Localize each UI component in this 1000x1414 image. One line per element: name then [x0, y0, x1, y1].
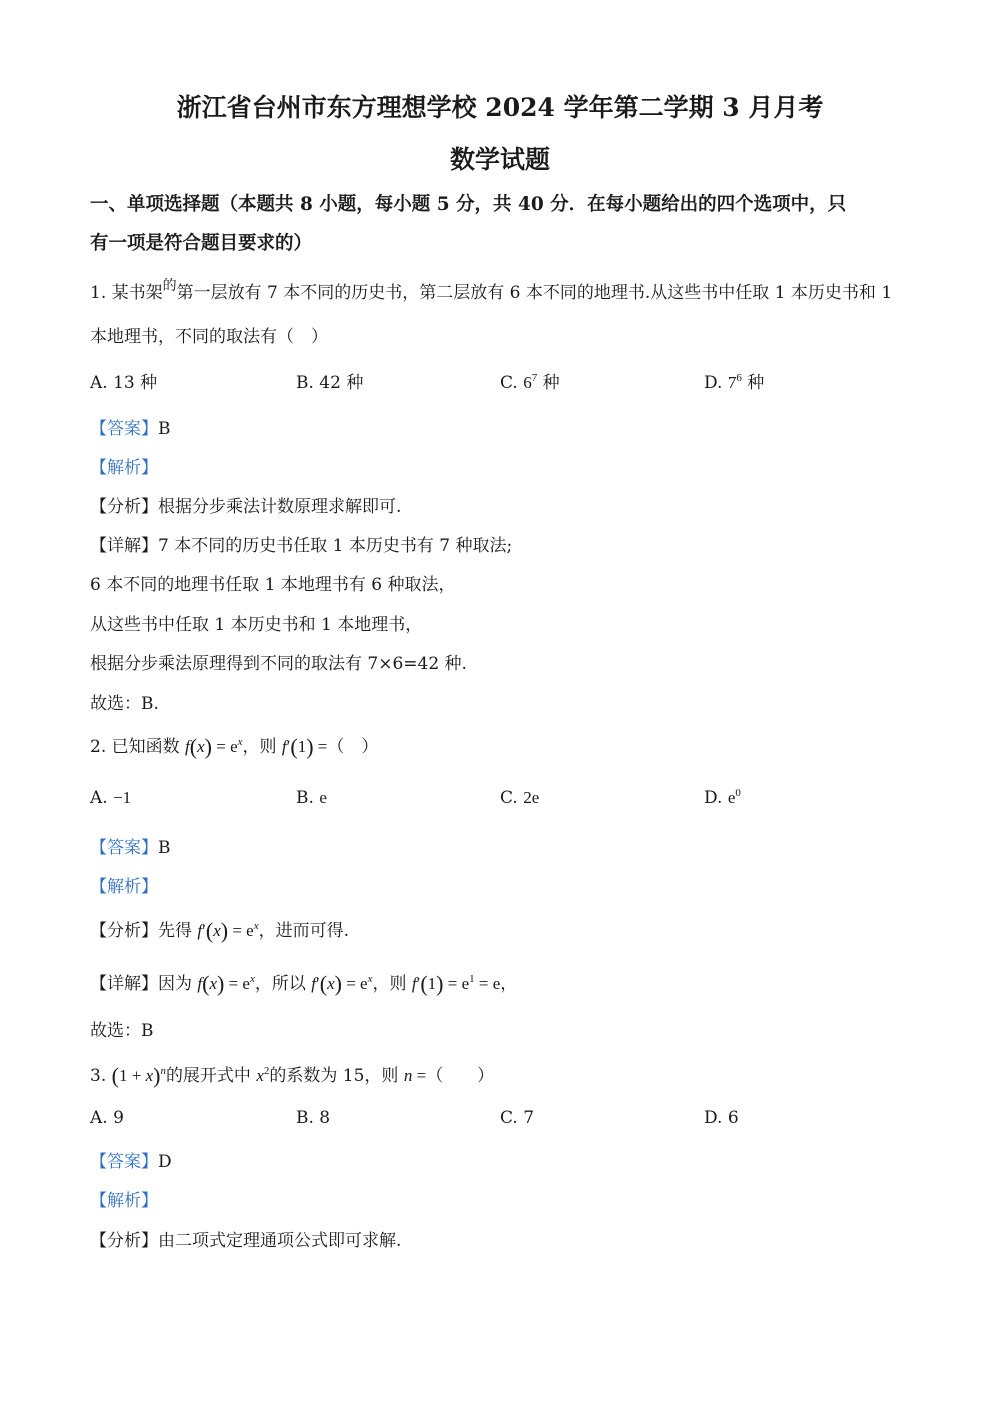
q2-option-c	[500, 788, 539, 808]
q3-answer-value: D	[158, 1152, 172, 1172]
answer-label: 【答案】	[90, 838, 158, 858]
q2-answer	[90, 833, 171, 858]
q1-detail-text1: 7 本不同的历史书任取 1 本历史书有 7 种取法;	[158, 536, 513, 556]
fenxi-label: 【分析】	[90, 921, 158, 941]
q1-text-small: 的	[162, 278, 177, 294]
guxuan-label: 故选：	[90, 1021, 141, 1041]
q3-number: 3.	[90, 1066, 107, 1086]
q2-option-c-prefix: C.	[500, 788, 518, 808]
section-heading-line1: 一、单项选择题（本题共 8 小题，每小题 5 分，共 40 分．在每小题给出的四个选项中，只	[90, 194, 847, 215]
q3-analysis-label: 【解析】	[90, 1191, 158, 1211]
q2-detail-mid1: ，所以	[254, 974, 306, 994]
q2-detail-pre: 因为	[158, 974, 192, 994]
q2-answer-value: B	[158, 838, 171, 858]
xiangjie-label: 【详解】	[90, 974, 158, 994]
guxuan-label: 故选：	[90, 694, 141, 714]
q3-tail: （ ）	[426, 1066, 495, 1086]
q1-stem-line2: 本地理书，不同的取法有（ ）	[90, 327, 328, 347]
q1-option-d	[704, 368, 764, 393]
q1-option-d-exp: 6	[736, 372, 742, 384]
q1-choice	[90, 689, 159, 714]
q3-binomial-expr: $(1 + x)^n$	[111, 1063, 166, 1088]
q2-func-expr: $f(x) = e^x$	[185, 734, 243, 759]
q1-detail-line1	[90, 531, 512, 556]
q3-stem	[90, 1061, 494, 1089]
exam-subtitle: 数学试题	[449, 145, 550, 174]
q3-text-mid2: 的系数为 15，则	[269, 1066, 399, 1086]
q1-text-b: 第一层放有 7 本不同的历史书，第二层放有 6 本不同的地理书.从这些书中任取 1 本历史书和 1	[176, 283, 893, 303]
answer-label: 【答案】	[90, 1152, 158, 1172]
q3-text-mid: 的展开式中	[165, 1066, 251, 1086]
q2-analysis-label: 【解析】	[90, 877, 158, 897]
q1-analysis-label: 【解析】	[90, 458, 158, 478]
q2-fenxi-post: ，进而可得.	[258, 921, 349, 941]
q1-detail-line4: 根据分步乘法原理得到不同的取法有 7×6=42 种.	[90, 654, 467, 674]
q2-option-d	[704, 788, 741, 808]
q1-option-c-unit: 种	[542, 373, 560, 393]
q2-fenxi	[90, 916, 349, 944]
q2-option-a-prefix: A.	[90, 788, 108, 808]
xiangjie-label: 【详解】	[90, 536, 158, 556]
q2-detail-expr2: $f'(x) = e^x$	[311, 971, 373, 996]
q2-option-a-value: −1	[113, 788, 132, 807]
q2-option-d-exp: 0	[735, 787, 741, 799]
q2-option-d-base: e	[727, 788, 736, 807]
q2-mid: ，则	[242, 737, 277, 757]
q3-fenxi-text: 由二项式定理通项公式即可求解.	[158, 1231, 402, 1251]
q1-detail-line3: 从这些书中任取 1 本历史书和 1 本地理书，	[90, 615, 423, 635]
q3-n-expr: n =	[403, 1066, 427, 1085]
q2-deriv-expr: f′(1) =	[281, 734, 328, 759]
q1-option-c-exp: 7	[531, 372, 538, 384]
q1-answer	[90, 414, 171, 439]
q3-option-c: C. 7	[500, 1108, 535, 1128]
q1-option-c	[500, 368, 560, 393]
q2-stem	[90, 732, 378, 760]
q2-detail	[90, 969, 517, 997]
q3-option-a: A. 9	[90, 1108, 124, 1128]
q3-option-d: D. 6	[704, 1108, 739, 1128]
q2-tail: （ ）	[327, 737, 379, 757]
q1-option-d-unit: 种	[747, 373, 765, 393]
q2-number: 2.	[90, 737, 107, 757]
q2-choice	[90, 1016, 154, 1041]
q1-detail-line2: 6 本不同的地理书任取 1 本地理书有 6 种取法，	[90, 575, 456, 595]
q2-option-c-value: 2e	[523, 788, 540, 807]
q2-detail-end: ，	[500, 974, 518, 994]
q2-option-d-prefix: D.	[704, 788, 723, 808]
q2-fenxi-expr: $f'(x) = e^x$	[197, 918, 259, 943]
q1-option-d-base: 7	[727, 373, 737, 392]
answer-label: 【答案】	[90, 419, 158, 439]
q1-option-c-prefix: C.	[500, 373, 518, 393]
q3-fenxi	[90, 1226, 401, 1251]
q2-option-b-value: e	[319, 788, 327, 807]
section-heading-line2: 有一项是符合题目要求的）	[90, 233, 313, 254]
q3-option-b: B. 8	[296, 1108, 331, 1128]
q1-stem-line1	[90, 278, 892, 303]
exam-title: 浙江省台州市东方理想学校 2024 学年第二学期 3 月月考	[176, 93, 824, 122]
q1-option-a: A. 13 种	[90, 373, 158, 393]
q1-text-a: 某书架	[111, 283, 163, 303]
q2-detail-mid2: ，则	[372, 974, 407, 994]
q2-text: 已知函数	[111, 737, 180, 757]
q2-option-b	[296, 788, 327, 808]
q2-option-a	[90, 788, 131, 808]
q1-fenxi	[90, 492, 401, 517]
q1-fenxi-text: 根据分步乘法计数原理求解即可.	[158, 497, 402, 517]
q3-term-expr: $x^2$	[256, 1065, 270, 1085]
q2-detail-expr1: $f(x) = e^x$	[197, 971, 255, 996]
q2-fenxi-pre: 先得	[158, 921, 192, 941]
q2-choice-value: B	[141, 1021, 154, 1041]
q1-choice-value: B.	[141, 694, 159, 714]
q1-option-b: B. 42 种	[296, 373, 364, 393]
fenxi-label: 【分析】	[90, 497, 158, 517]
q2-detail-expr3: $f'(1) = e^1 = e$	[411, 971, 501, 996]
fenxi-label: 【分析】	[90, 1231, 158, 1251]
q1-number: 1.	[90, 283, 107, 303]
q1-option-c-base: 6	[523, 373, 532, 392]
q3-answer	[90, 1147, 172, 1172]
q2-option-b-prefix: B.	[296, 788, 314, 808]
q1-answer-value: B	[158, 419, 171, 439]
q1-option-d-prefix: D.	[704, 373, 723, 393]
